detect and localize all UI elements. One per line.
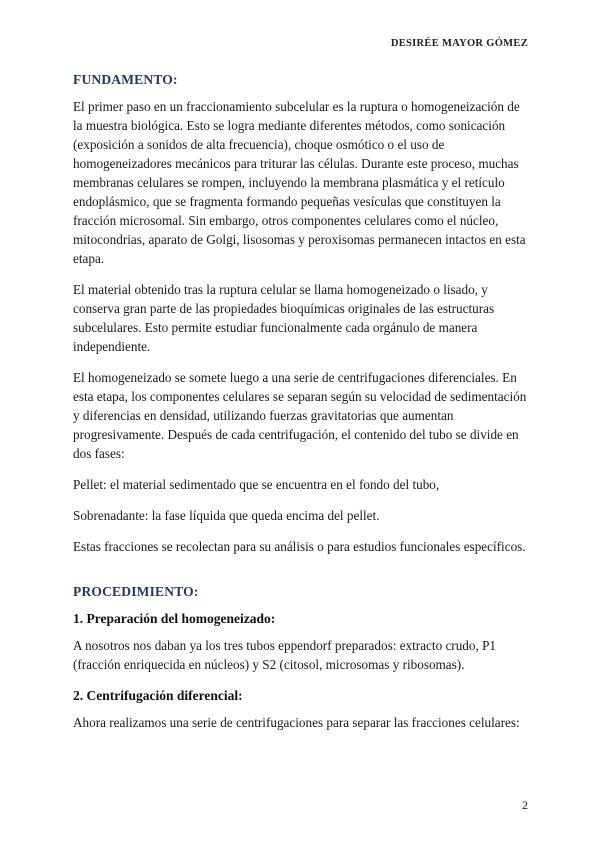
step2-heading: 2. Centrifugación diferencial: [73, 688, 243, 703]
pellet-definition: Pellet: el material sedimentado que se encuentra en el fondo del tubo, [73, 477, 440, 492]
page-number: 2 [522, 798, 528, 812]
fundamento-paragraph-1: El primer paso en un fraccionamiento subcelular es la ruptura o homogeneización de la muestra biológica. Esto se logra mediante diferentes métodos, como sonicación (exposición a sonidos de alta frecuencia), choque osmótico o el uso de homogeneizadores mecánicos para triturar las células. Durante este proceso, muchas membranas celulares se rompen, incluyendo la membrana plasmática y el retículo endoplásmico, que se fragmenta formando pequeñas vesículas que constituyen la fracción microsomal. Sin embargo, otros componentes celulares como el núcleo, mitocondrias, aparato de Golgi, lisosomas y peroxisomas permanecen intactos en esta etapa. [73, 99, 526, 266]
fundamento-paragraph-6: Estas fracciones se recolectan para su análisis o para estudios funcionales específicos. [73, 539, 526, 554]
step1-text: A nosotros nos daban ya los tres tubos eppendorf preparados: extracto crudo, P1 (fracción enriquecida en núcleos) y S2 (citosol, microsomas y ribosomas). [73, 638, 497, 672]
sobrenadante-definition: Sobrenadante: la fase líquida que queda encima del pellet. [73, 508, 380, 523]
step2-text: Ahora realizamos una serie de centrifugaciones para separar las fracciones celulares: [73, 715, 520, 730]
fundamento-paragraph-3: El homogeneizado se somete luego a una serie de centrifugaciones diferenciales. En esta etapa, los componentes celulares se separan según su velocidad de sedimentación y diferencias en densidad, utilizando fuerzas gravitatorias que aumentan progresivamente. Después de cada centrifugación, el contenido del tubo se divide en dos fases: [73, 370, 527, 461]
fundamento-paragraph-2: El material obtenido tras la ruptura celular se llama homogeneizado o lisado, y conserva gran parte de las propiedades bioquímicas originales de las estructuras subcelulares. Esto permite estudiar funcionalmente cada orgánulo de manera independiente. [73, 282, 495, 354]
step1-heading: 1. Preparación del homogeneizado: [73, 611, 276, 626]
procedimiento-heading: PROCEDIMIENTO: [73, 584, 199, 599]
page-body [73, 70, 528, 744]
fundamento-heading: FUNDAMENTO: [73, 72, 178, 87]
header-author: DESIRÉE MAYOR GÓMEZ [390, 38, 528, 49]
